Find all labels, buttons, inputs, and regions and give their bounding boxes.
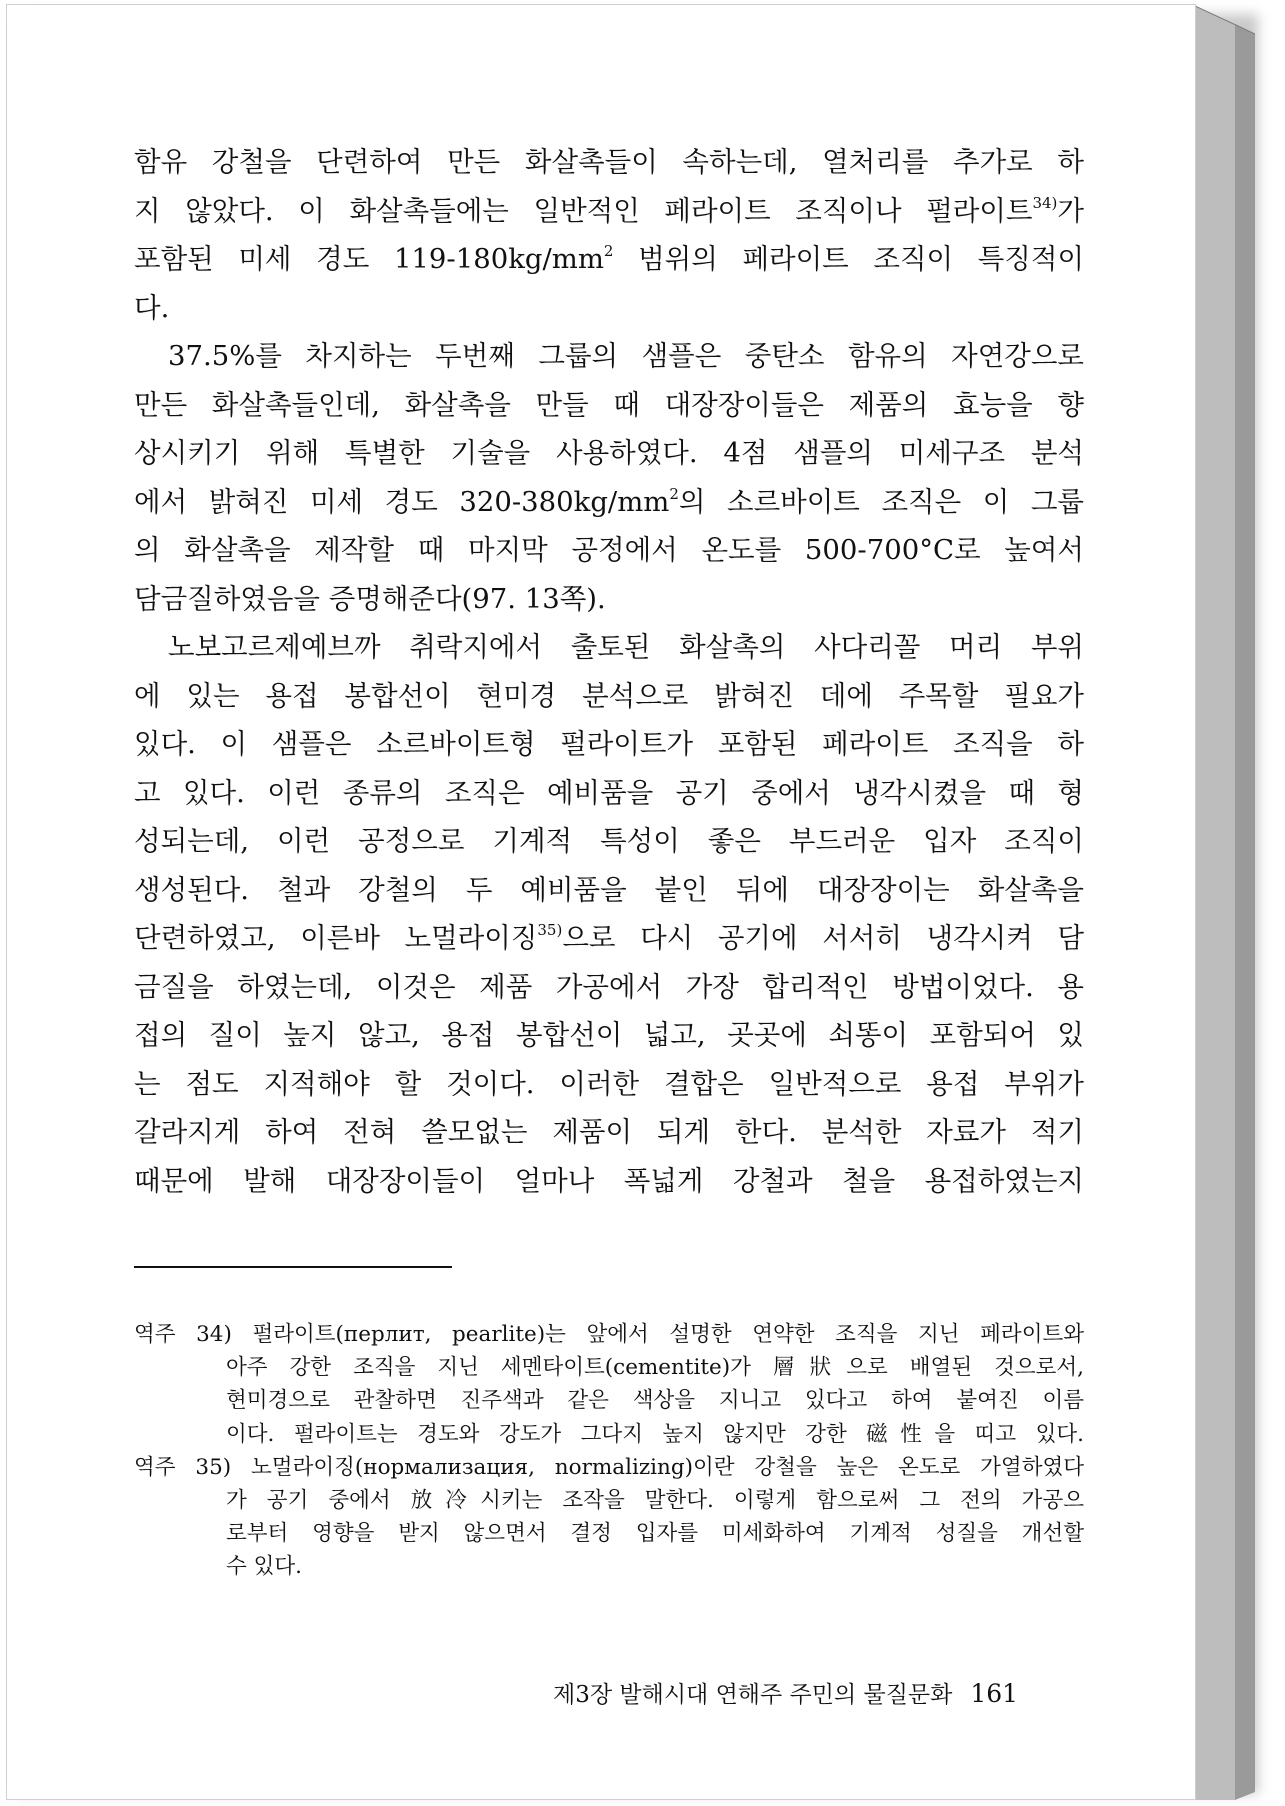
footnote-35-line: 로부터 영향을 받지 않으면서 결정 입자를 미세화하여 기계적 성질을 개선할 <box>226 1521 1084 1547</box>
footnote-divider <box>134 1266 452 1268</box>
text-segment: 에서 밝혀진 미세 경도 320-380kg/mm <box>134 485 670 518</box>
footnote-35-line: 가 공기 중에서 放冷시키는 조작을 말한다. 이렇게 함으로써 그 전의 가공으 <box>226 1487 1084 1513</box>
text-segment: 포함된 미세 경도 119-180kg/mm <box>134 243 604 275</box>
text-segment: 범위의 페라이트 조직이 특징적이 <box>613 243 1085 275</box>
footnote-35-line: 수 있다. <box>226 1554 302 1580</box>
body-text <box>134 138 1084 1205</box>
text-line <box>134 187 1084 236</box>
text-line: 성되는데, 이런 공정으로 기계적 특성이 좋은 부드러운 입자 조직이 <box>134 825 1084 857</box>
text-line: 때문에 발해 대장장이들이 얼마나 폭넓게 강철과 철을 용접하였는지 <box>134 1164 1084 1197</box>
text-line: 접의 질이 높지 않고, 용접 봉합선이 넓고, 곳곳에 쇠똥이 포함되어 있 <box>134 1019 1084 1051</box>
text-segment: 지 않았다. 이 화살촉들에는 일반적인 페라이트 조직이나 펄라이트 <box>134 194 1033 227</box>
text-line: 금질을 하였는데, 이것은 제품 가공에서 가장 합리적인 방법이었다. 용 <box>134 970 1084 1003</box>
chapter-title: 제3장 발해시대 연해주 주민의 물질문화 <box>553 1682 953 1708</box>
text-line: 함유 강철을 단련하여 만든 화살촉들이 속하는데, 열처리를 추가로 하 <box>134 146 1084 178</box>
text-line: 상시키기 위해 특별한 기술을 사용하였다. 4점 샘플의 미세구조 분석 <box>134 437 1084 469</box>
superscript-2: 2 <box>603 242 614 260</box>
text-segment: 가 <box>1057 194 1084 227</box>
footnote-34-text: 펄라이트(перлит, pearlite)는 앞에서 설명한 연약한 조직을 지닌 페라이트와 <box>252 1322 1084 1347</box>
footnote-34-line: 아주 강한 조직을 지닌 세멘타이트(cementite)가 層狀으로 배열된 것으로서, <box>226 1355 1084 1381</box>
text-line <box>134 914 1084 963</box>
running-footer <box>553 1676 1059 1709</box>
text-line: 고 있다. 이런 종류의 조직은 예비품을 공기 중에서 냉각시켰을 때 형 <box>134 776 1084 809</box>
text-segment: 단련하였고, 이른바 노멀라이징 <box>134 922 538 954</box>
text-line: 만든 화살촉들인데, 화살촉을 만들 때 대장장이들은 제품의 효능을 향 <box>134 388 1084 421</box>
footnote-35-line <box>134 1451 1084 1484</box>
text-line: 노보고르제예브까 취락지에서 출토된 화살촉의 사다리꼴 머리 부위 <box>168 631 1084 663</box>
text-line <box>134 478 1084 527</box>
text-line: 의 화살촉을 제작할 때 마지막 공정에서 온도를 500-700°C로 높여서 <box>134 534 1084 566</box>
text-line: 생성된다. 철과 강철의 두 예비품을 붙인 뒤에 대장장이는 화살촉을 <box>134 873 1084 906</box>
footnote-34-label: 역주 34) <box>134 1322 232 1347</box>
footnote-35-text: 노멀라이징(нормализация, normalizing)이란 강철을 높은 온도로 가열하였다 <box>251 1454 1084 1480</box>
text-segment: 의 소르바이트 조직은 이 그룹 <box>678 485 1084 518</box>
footnote-ref-34: 34) <box>1032 193 1058 212</box>
page-number: 161 <box>970 1679 1019 1708</box>
text-segment: 으로 다시 공기에 서서히 냉각시켜 담 <box>562 922 1084 954</box>
text-line: 있다. 이 샘플은 소르바이트형 펄라이트가 포함된 페라이트 조직을 하 <box>134 728 1084 760</box>
text-line: 에 있는 용접 봉합선이 현미경 분석으로 밝혀진 데에 주목할 필요가 <box>134 679 1084 712</box>
footnotes <box>134 1318 1084 1584</box>
footnote-35-label: 역주 35) <box>134 1454 232 1480</box>
footnote-34-line: 현미경으로 관찰하면 진주색과 같은 색상을 지니고 있다고 하여 붙여진 이름 <box>226 1388 1084 1414</box>
text-line: 담금질하였음을 증명해준다(97. 13쪽). <box>134 582 606 615</box>
footnote-34-line: 이다. 펄라이트는 경도와 강도가 그다지 높지 않지만 강한 磁性을 띠고 있다. <box>226 1421 1084 1447</box>
text-line <box>134 235 1084 284</box>
text-line: 다. <box>134 291 170 324</box>
text-line: 37.5%를 차지하는 두번째 그룹의 샘플은 중탄소 함유의 자연강으로 <box>168 340 1084 372</box>
footnote-ref-35: 35) <box>537 921 563 939</box>
book-page-edges <box>1195 0 1263 1806</box>
text-line: 갈라지게 하여 전혀 쓸모없는 제품이 되게 한다. 분석한 자료가 적기 <box>134 1116 1084 1148</box>
text-line: 는 점도 지적해야 할 것이다. 이러한 결합은 일반적으로 용접 부위가 <box>134 1067 1084 1100</box>
footnote-34-line <box>134 1318 1084 1351</box>
superscript-2: 2 <box>669 484 679 503</box>
